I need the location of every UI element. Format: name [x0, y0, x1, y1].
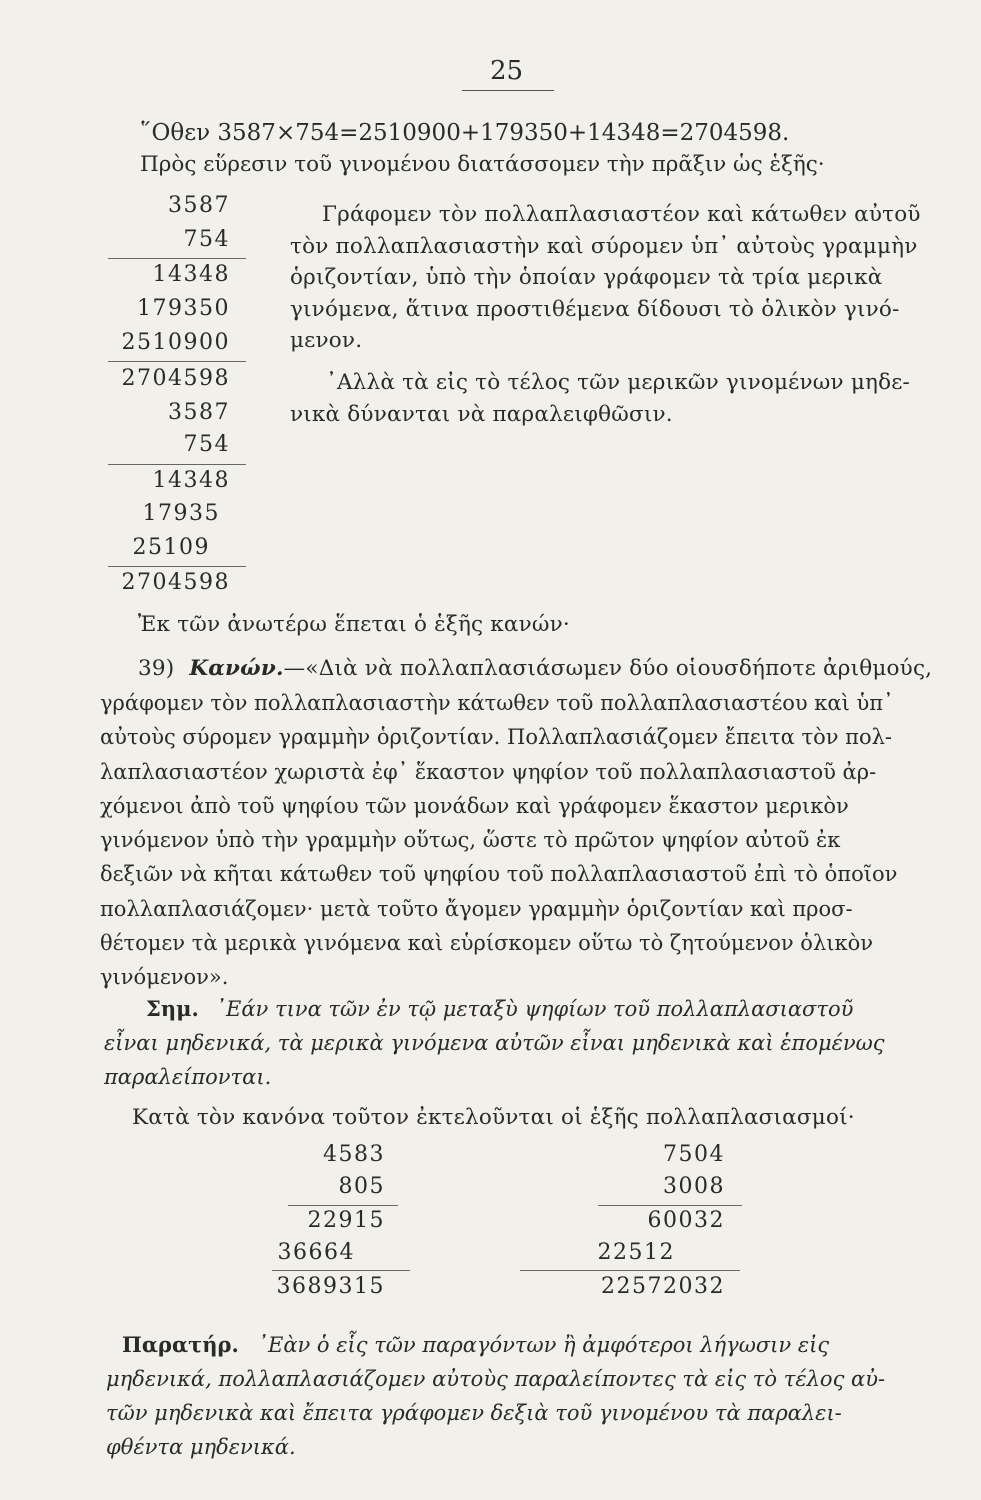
remark-line: ᾽Εὰν ὁ εἷς τῶν παραγόντων ἢ ἀμφότεροι λήγωσιν εἰς — [257, 1333, 830, 1357]
explanation-paragraph — [290, 199, 942, 357]
rule-line: γινόμενον ὑπὸ τὴν γραμμὴν οὕτως, ὥστε τὸ πρῶτον ψηφίον αὐτοῦ ἐκ — [100, 828, 841, 853]
explanation-line: μενον. — [290, 328, 363, 353]
calc-rule — [108, 464, 246, 465]
calc-left-row: 2510900 — [121, 330, 230, 355]
remark-first-line — [122, 1328, 829, 1362]
example-left-row: 805 — [338, 1174, 385, 1199]
note-line: εἶναι μηδενικά, τὰ μερικὰ γινόμενα αὐτῶν εἶναι μηδενικὰ καὶ ἑπομένως — [104, 1031, 885, 1055]
example-left-row: 22915 — [307, 1208, 385, 1233]
calc-left-row: 179350 — [137, 296, 230, 321]
calc-rule — [108, 258, 246, 259]
calc-left-row: 2704598 — [121, 570, 230, 595]
rule-heading-line — [138, 652, 932, 686]
remark-line: τῶν μηδενικὰ καὶ ἔπειτα γράφομεν δεξιὰ τοῦ γινομένου τὰ παραλει- — [106, 1401, 842, 1425]
explanation-paragraph-2 — [290, 367, 946, 430]
remark-line: μηδενικά, πολλαπλασιάζομεν αὐτοὺς παραλείποντες τὰ εἰς τὸ τέλος αὐ- — [106, 1367, 886, 1391]
rule-line: δεξιῶν νὰ κῆται κάτωθεν τοῦ ψηφίου τοῦ πολλαπλασιαστοῦ ἐπὶ τὸ ὁποῖον — [100, 862, 898, 887]
rule-line: πολλαπλασιάζομεν· μετὰ τοῦτο ἄγομεν γραμμὴν ὁριζοντίαν καὶ προσ- — [100, 896, 853, 921]
example-left-row: 3689315 — [276, 1274, 385, 1299]
rule-title: Κανών. — [189, 656, 284, 681]
example-rule — [272, 1270, 410, 1271]
rule-line: χόμενοι ἀπὸ τοῦ ψηφίου τῶν μονάδων καὶ γράφομεν ἕκαστον μερικὸν — [100, 793, 849, 818]
rule-number: 39) — [138, 656, 175, 681]
example-rule — [520, 1270, 740, 1271]
rule-line: αὐτοὺς σύρομεν γραμμὴν ὁριζοντίαν. Πολλαπλασιάζομεν ἔπειτα τὸν πολ- — [100, 725, 893, 750]
page-number-rule — [462, 90, 554, 91]
example-rule — [598, 1205, 742, 1206]
rule-body — [100, 686, 940, 995]
note-line: ᾽Εάν τινα τῶν ἐν τῷ μεταξὺ ψηφίων τοῦ πολλαπλασιαστοῦ — [215, 997, 854, 1021]
header-instruction: Πρὸς εὕρεσιν τοῦ γινομένου διατάσσομεν τὴν πρᾶξιν ὡς ἑξῆς· — [140, 152, 825, 177]
calc-rule — [108, 566, 246, 567]
explanation-line: ᾽Αλλὰ τὰ εἰς τὸ τέλος τῶν μερικῶν γινομένων μηδε- — [326, 370, 911, 395]
example-left-row: 4583 — [323, 1142, 385, 1167]
explanation-line: ὁριζοντίαν, ὑπὸ τὴν ὁποίαν γράφομεν τὰ τρία μερικὰ — [290, 265, 883, 290]
examples-intro: Κατὰ τὸν κανόνα τοῦτον ἐκτελοῦνται οἱ ἑξῆς πολλαπλασιασμοί· — [132, 1105, 855, 1130]
example-rule — [288, 1205, 398, 1206]
note-continued — [104, 1026, 885, 1094]
rule-line: γράφομεν τὸν πολλαπλασιαστὴν κάτωθεν τοῦ πολλαπλασιαστέου καὶ ὑπ᾽ — [100, 691, 894, 715]
rule-line: λαπλασιαστέον χωριστὰ ἐφ᾽ ἕκαστον ψηφίον τοῦ πολλαπλασιαστοῦ ἀρ- — [100, 759, 877, 784]
header-equation: ῞Οθεν 3587×754=2510900+179350+14348=2704598. — [140, 120, 790, 146]
explanation-line: νικὰ δύνανται νὰ παραλειφθῶσιν. — [290, 401, 673, 427]
explanation-line: τὸν πολλαπλασιαστὴν καὶ σύρομεν ὑπ᾽ αὐτοὺς γραμμὴν — [290, 233, 918, 259]
note-label: Σημ. — [146, 996, 199, 1021]
example-right-row: 60032 — [647, 1208, 725, 1233]
example-right-row: 22512 — [597, 1240, 675, 1265]
note-first-line — [146, 992, 853, 1026]
calc-rule — [108, 361, 246, 362]
rule-intro: Ἐκ τῶν ἀνωτέρω ἕπεται ὁ ἑξῆς κανών· — [138, 612, 570, 637]
example-right-row: 22572032 — [601, 1274, 725, 1299]
remark-line: φθέντα μηδενικά. — [106, 1435, 296, 1459]
page-number: 25 — [490, 56, 524, 86]
calc-left-row: 25109 — [132, 535, 210, 560]
rule-line: —«Διὰ νὰ πολλαπλασιάσωμεν δύο οἱουσδήποτε ἀριθμούς, — [283, 656, 933, 681]
calc-left-row: 3587 — [168, 400, 230, 425]
rule-line: γινόμενον». — [100, 965, 229, 990]
calc-left-row: 3587 — [168, 193, 230, 218]
remark-label: Παρατήρ. — [122, 1332, 239, 1357]
example-right-row: 3008 — [663, 1174, 725, 1199]
calc-left-row: 754 — [183, 432, 230, 457]
example-left-row: 36664 — [277, 1240, 355, 1265]
explanation-line: γινόμενα, ἅτινα προστιθέμενα δίδουσι τὸ ὁλικὸν γινό- — [290, 296, 900, 322]
note-line: παραλείπονται. — [104, 1065, 272, 1089]
remark-continued — [106, 1362, 885, 1464]
example-right-row: 7504 — [663, 1142, 725, 1167]
calc-left-row: 14348 — [152, 468, 230, 493]
calc-left-row: 754 — [183, 227, 230, 252]
calc-left-row: 2704598 — [121, 366, 230, 391]
calc-left-row: 14348 — [152, 262, 230, 287]
calc-left-row: 17935 — [142, 501, 220, 526]
rule-line: θέτομεν τὰ μερικὰ γινόμενα καὶ εὑρίσκομεν οὕτω τὸ ζητούμενον ὁλικὸν — [100, 931, 874, 956]
explanation-line: Γράφομεν τὸν πολλαπλασιαστέον καὶ κάτωθεν αὐτοῦ — [322, 202, 921, 227]
